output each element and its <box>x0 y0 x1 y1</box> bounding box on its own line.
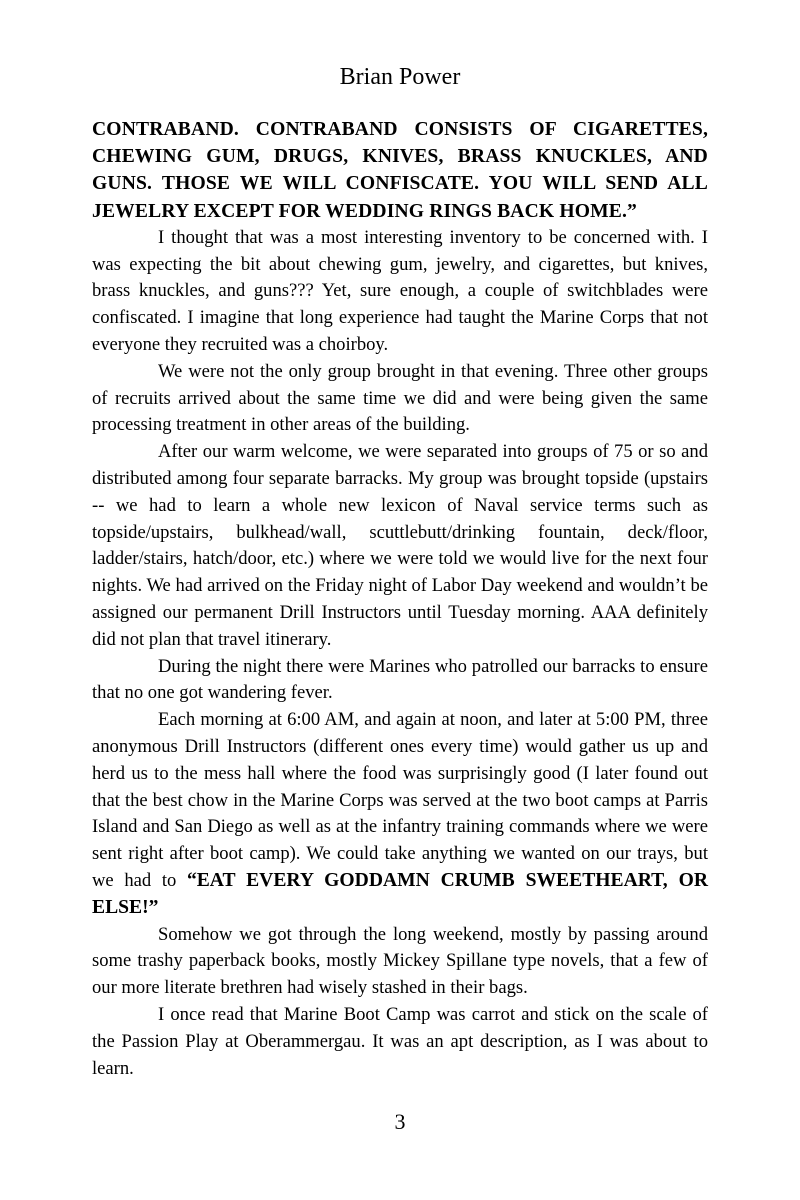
paragraph-inventory: I thought that was a most interesting inventory to be concerned with. I was expecting the bit about chewing gum, jewelry, and cigarettes, but knives, brass knuckles, and guns??? Yet, sure enough, a couple of switchblades were confiscated. I imagine that long experience had taught the Marine Corps that not everyone they recruited was a choirboy. <box>92 226 708 355</box>
paragraph-passion-play: I once read that Marine Boot Camp was carrot and stick on the scale of the Passion Play at Oberammergau. It was an apt description, as I was about to learn. <box>92 1003 708 1079</box>
contraband-quote: CONTRABAND. CONTRABAND CONSISTS OF CIGARETTES, CHEWING GUM, DRUGS, KNIVES, BRASS KNUCKLES, AND GUNS. THOSE WE WILL CONFISCATE. YOU WILL SEND ALL JEWELRY EXCEPT FOR WEDDING RINGS BACK HOME.” <box>92 119 708 222</box>
body-text <box>92 116 708 1082</box>
paragraph-long-weekend: Somehow we got through the long weekend, mostly by passing around some trashy paperback books, mostly Mickey Spillane type novels, that a few of our more literate brethren had wisely stashed in their bags. <box>92 923 708 999</box>
paragraph-other-groups: We were not the only group brought in that evening. Three other groups of recruits arrived about the same time we did and were being given the same processing treatment in other areas of the building. <box>92 360 708 436</box>
running-head-author: Brian Power <box>339 64 461 90</box>
paragraph-night-patrol: During the night there were Marines who patrolled our barracks to ensure that no one got wandering fever. <box>92 655 708 704</box>
paragraph-barracks: After our warm welcome, we were separated into groups of 75 or so and distributed among four separate barracks. My group was brought topside (upstairs -- we had to learn a whole new lexicon of Naval service terms such as topside/upstairs, bulkhead/wall, scuttlebutt/drinking fountain, deck/floor, ladder/stairs, hatch/door, etc.) where we were told we would live for the next four nights. We had arrived on the Friday night of Labor Day weekend and wouldn’t be assigned our permanent Drill Instructors until Tuesday morning. AAA definitely did not plan that travel itinerary. <box>92 441 708 650</box>
mess-hall-text: Each morning at 6:00 AM, and again at noon, and later at 5:00 PM, three anonymous Drill Instructors (different ones every time) would gather us up and herd us to the mess hall where the food was surprisingly good (I later found out that the best chow in the Marine Corps was served at the two boot camps at Parris Island and San Diego as well as at the infantry training commands where we were sent right after boot camp). We could take anything we wanted on our trays, but we had to <box>92 709 708 891</box>
crumb-quote: “EAT EVERY GODDAMN CRUMB SWEETHEART, OR ELSE!” <box>92 869 708 918</box>
paragraph-mess-hall <box>92 707 708 921</box>
page-number: 3 <box>394 1109 406 1134</box>
